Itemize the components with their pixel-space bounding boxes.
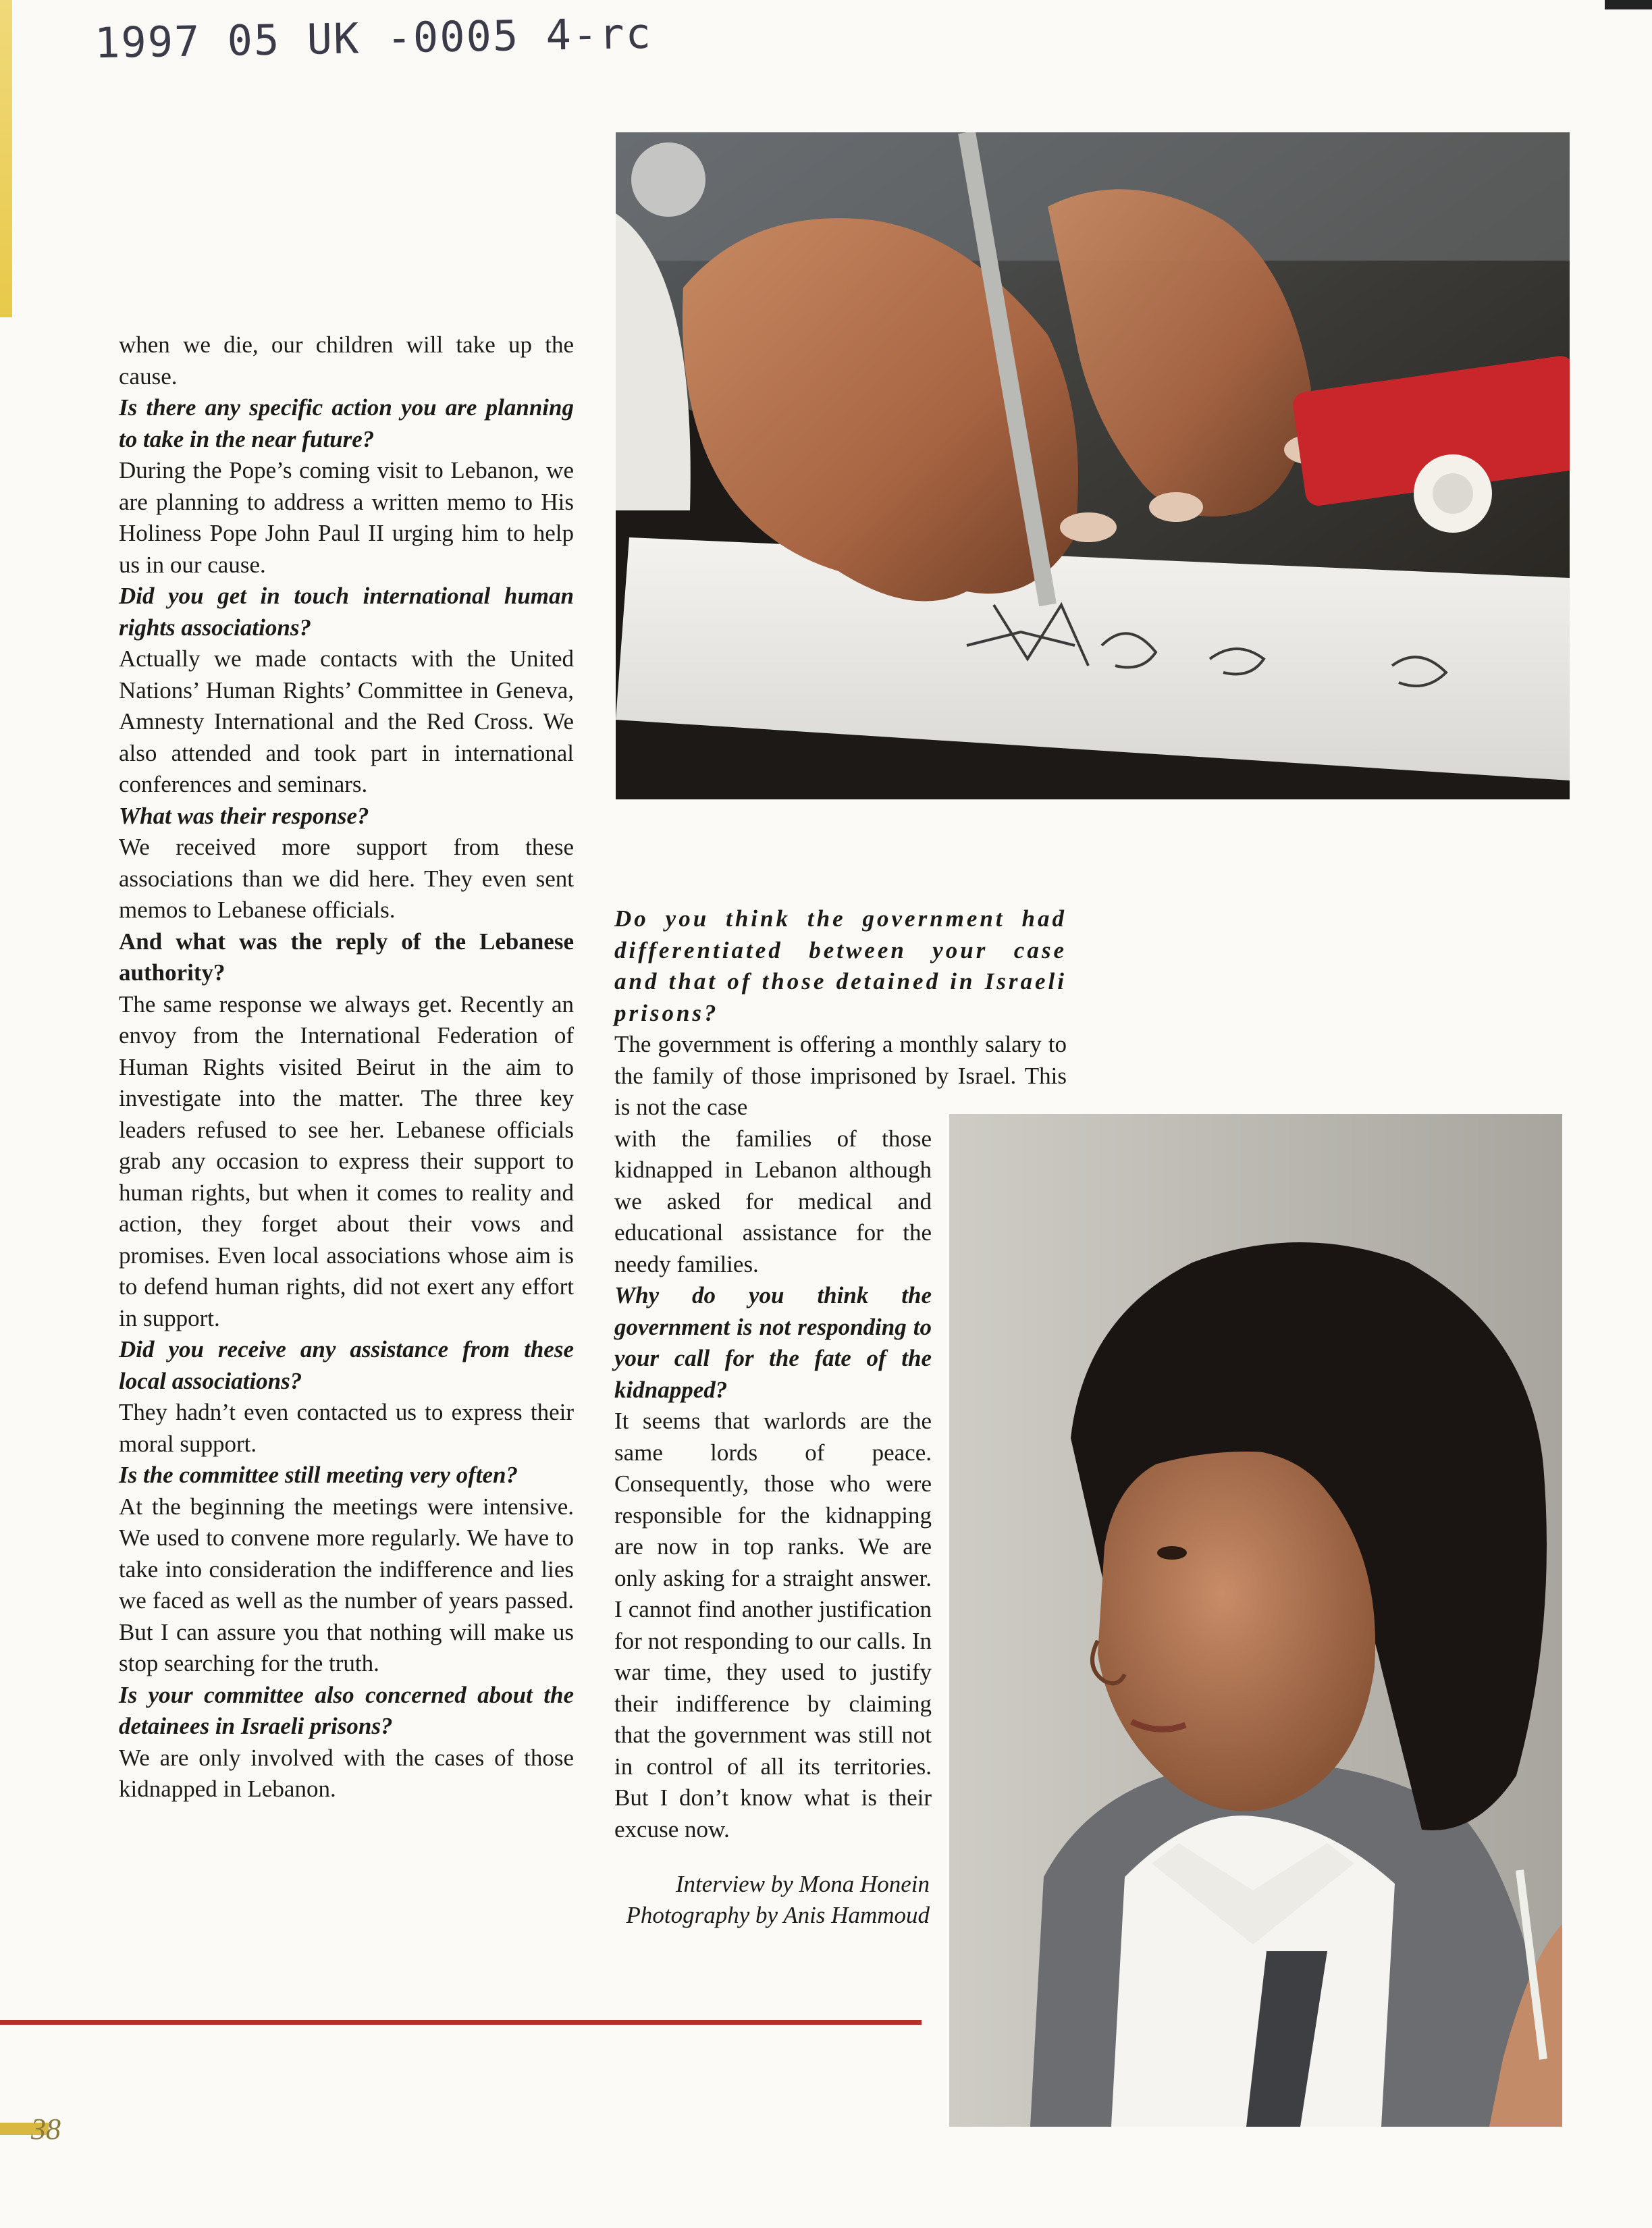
answer-text: Actually we made contacts with the United Nations’ Human Rights’ Committee in Geneva, Amnesty International and the Red Cross. We also attended and took part in international conferences and seminars. <box>119 645 574 797</box>
right-text-column <box>614 903 1067 1845</box>
photo-woman-portrait <box>949 1114 1562 2127</box>
question-text: And what was the reply of the Lebanese authority? <box>119 928 574 986</box>
red-rule-divider <box>0 2020 922 2025</box>
answer-text: During the Pope’s coming visit to Lebanon, we are planning to address a written memo to His Holiness Pope John Paul II urging him to help us in our cause. <box>119 457 574 578</box>
question-text: What was their response? <box>119 802 369 829</box>
photo-hand-drawing <box>616 132 1570 799</box>
answer-text: The government is offering a monthly salary to the family of those imprisoned by Israel. This is not the case <box>614 1031 1067 1120</box>
right-column-top-block <box>614 903 1067 1123</box>
corner-mark <box>1605 0 1652 9</box>
question-text: Is your committee also concerned about the detainees in Israeli prisons? <box>119 1681 574 1739</box>
answer-text: with the families of those kidnapped in Lebanon although we asked for medical and educational assistance for the needy families. <box>614 1125 932 1277</box>
hand-drawing-illustration <box>616 132 1570 799</box>
answer-text: We received more support from these associations than we did here. They even sent memos to Lebanese officials. <box>119 834 574 923</box>
question-text: Do you think the government had differentiated between your case and that of those detained in Israeli prisons? <box>614 905 1067 1026</box>
question-text: Is the committee still meeting very often? <box>119 1462 518 1488</box>
handwritten-archive-stamp: 1997 05 UK -0005 4-rc <box>94 8 653 68</box>
answer-text: The same response we always get. Recently an envoy from the International Federation of Human Rights visited Beirut in the aim to investigate into the matter. The three key leaders refused to see her. Lebanese officials grab any occasion to express their support to human rights, but when it comes to reality and action, they forget about their vows and promises. Even local associations whose aim is to defend human rights, did not exert any effort in support. <box>119 990 574 1331</box>
question-text: Did you get in touch international human rights associations? <box>119 583 574 641</box>
page-number: 38 <box>31 2113 61 2146</box>
question-text: Why do you think the government is not responding to your call for the fate of the kidnapped? <box>614 1282 932 1403</box>
answer-text: when we die, our children will take up the cause. <box>119 331 574 390</box>
photography-credit: Photography by Anis Hammoud <box>626 1902 930 1928</box>
answer-text: We are only involved with the cases of those kidnapped in Lebanon. <box>119 1744 574 1802</box>
woman-portrait-illustration <box>949 1114 1562 2127</box>
photo-credits <box>611 1869 930 1931</box>
left-text-column <box>119 329 574 1805</box>
page-edge-strip <box>0 0 12 317</box>
answer-text: It seems that warlords are the same lords of peace. Consequently, those who were responsible for the kidnapping are now in top ranks. We are only asking for a straight answer. I cannot find another justification for not responding to our calls. In war time, they used to justify their indifference by claiming that the government was still not in control of all its territories. But I don’t know what is their excuse now. <box>614 1408 932 1842</box>
answer-text: At the beginning the meetings were intensive. We used to convene more regularly. We have to take into consideration the indifference and lies we faced as well as the number of years passed. But I can assure you that nothing will make us stop searching for the truth. <box>119 1493 574 1676</box>
answer-text: They hadn’t even contacted us to express their moral support. <box>119 1399 574 1457</box>
interview-credit: Interview by Mona Honein <box>675 1871 930 1897</box>
question-text: Did you receive any assistance from these local associations? <box>119 1336 574 1394</box>
question-text: Is there any specific action you are planning to take in the near future? <box>119 394 574 452</box>
